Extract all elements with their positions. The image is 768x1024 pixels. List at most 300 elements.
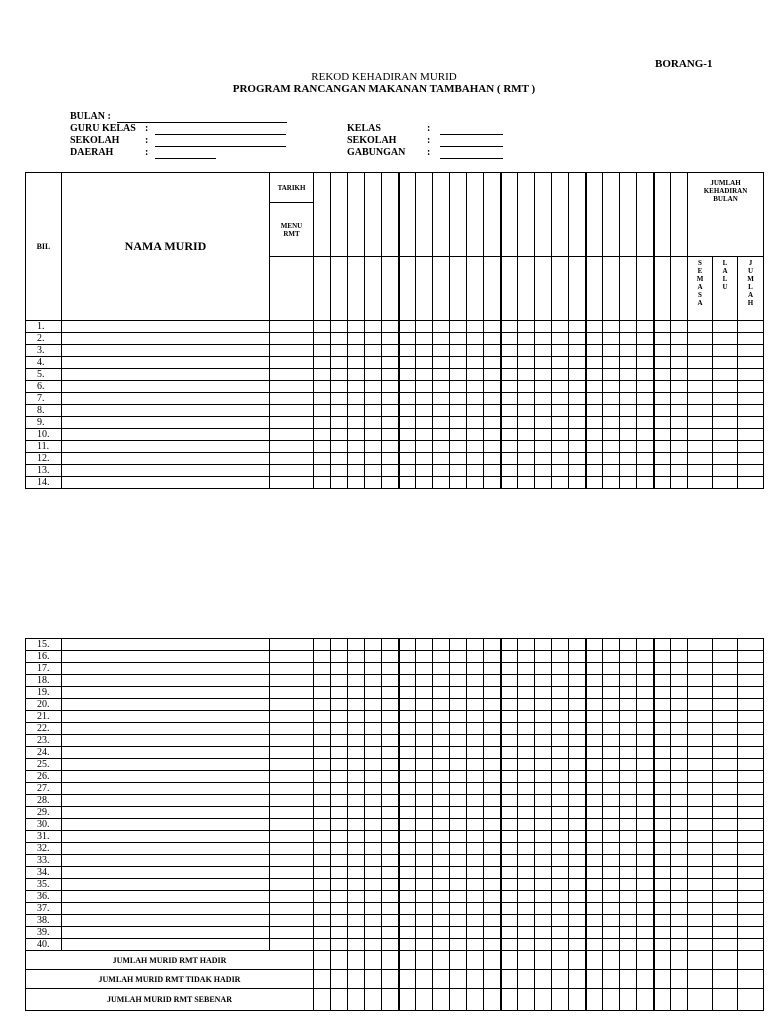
grid-cell[interactable] bbox=[713, 441, 738, 453]
grid-cell[interactable] bbox=[348, 867, 365, 879]
menu-cell[interactable] bbox=[270, 369, 314, 381]
grid-cell[interactable] bbox=[331, 465, 348, 477]
grid-cell[interactable] bbox=[586, 807, 603, 819]
name-cell[interactable] bbox=[62, 357, 270, 369]
grid-cell[interactable] bbox=[603, 429, 620, 441]
grid-cell[interactable] bbox=[416, 687, 433, 699]
grid-cell[interactable] bbox=[416, 663, 433, 675]
grid-cell[interactable] bbox=[688, 723, 713, 735]
grid-cell[interactable] bbox=[738, 477, 764, 489]
grid-cell[interactable] bbox=[331, 321, 348, 333]
grid-cell[interactable] bbox=[738, 915, 764, 927]
grid-cell[interactable] bbox=[637, 970, 654, 989]
menu-cell[interactable] bbox=[270, 429, 314, 441]
grid-cell[interactable] bbox=[314, 441, 331, 453]
grid-cell[interactable] bbox=[637, 417, 654, 429]
grid-cell[interactable] bbox=[518, 663, 535, 675]
grid-cell[interactable] bbox=[433, 345, 450, 357]
grid-cell[interactable] bbox=[416, 783, 433, 795]
grid-cell[interactable] bbox=[569, 831, 586, 843]
grid-cell[interactable] bbox=[348, 747, 365, 759]
name-cell[interactable] bbox=[62, 417, 270, 429]
grid-cell[interactable] bbox=[348, 915, 365, 927]
name-cell[interactable] bbox=[62, 879, 270, 891]
grid-cell[interactable] bbox=[569, 639, 586, 651]
grid-cell[interactable] bbox=[382, 333, 399, 345]
grid-cell[interactable] bbox=[314, 747, 331, 759]
grid-cell[interactable] bbox=[348, 465, 365, 477]
grid-cell[interactable] bbox=[399, 970, 416, 989]
grid-cell[interactable] bbox=[382, 417, 399, 429]
grid-cell[interactable] bbox=[688, 783, 713, 795]
grid-cell[interactable] bbox=[713, 867, 738, 879]
grid-cell[interactable] bbox=[314, 879, 331, 891]
date-cell[interactable] bbox=[433, 173, 450, 257]
grid-cell[interactable] bbox=[569, 795, 586, 807]
grid-cell[interactable] bbox=[586, 405, 603, 417]
grid-cell[interactable] bbox=[331, 795, 348, 807]
grid-cell[interactable] bbox=[348, 333, 365, 345]
grid-cell[interactable] bbox=[365, 807, 382, 819]
grid-cell[interactable] bbox=[552, 711, 569, 723]
grid-cell[interactable] bbox=[586, 759, 603, 771]
menu-cell[interactable] bbox=[270, 711, 314, 723]
name-cell[interactable] bbox=[62, 687, 270, 699]
grid-cell[interactable] bbox=[450, 771, 467, 783]
grid-cell[interactable] bbox=[586, 453, 603, 465]
grid-cell[interactable] bbox=[713, 831, 738, 843]
grid-cell[interactable] bbox=[433, 405, 450, 417]
name-cell[interactable] bbox=[62, 867, 270, 879]
grid-cell[interactable] bbox=[569, 453, 586, 465]
grid-cell[interactable] bbox=[467, 831, 484, 843]
grid-cell[interactable] bbox=[365, 381, 382, 393]
grid-cell[interactable] bbox=[713, 711, 738, 723]
grid-cell[interactable] bbox=[501, 417, 518, 429]
grid-cell[interactable] bbox=[314, 771, 331, 783]
grid-cell[interactable] bbox=[671, 429, 688, 441]
grid-cell[interactable] bbox=[365, 855, 382, 867]
grid-cell[interactable] bbox=[569, 687, 586, 699]
grid-cell[interactable] bbox=[738, 819, 764, 831]
grid-cell[interactable] bbox=[467, 663, 484, 675]
grid-cell[interactable] bbox=[501, 867, 518, 879]
grid-cell[interactable] bbox=[586, 951, 603, 970]
grid-cell[interactable] bbox=[518, 321, 535, 333]
grid-cell[interactable] bbox=[603, 831, 620, 843]
grid-cell[interactable] bbox=[620, 405, 637, 417]
grid-cell[interactable] bbox=[467, 771, 484, 783]
grid-cell[interactable] bbox=[450, 405, 467, 417]
grid-cell[interactable] bbox=[365, 970, 382, 989]
grid-cell[interactable] bbox=[603, 747, 620, 759]
grid-cell[interactable] bbox=[501, 747, 518, 759]
grid-cell[interactable] bbox=[654, 879, 671, 891]
grid-cell[interactable] bbox=[450, 393, 467, 405]
grid-cell[interactable] bbox=[603, 477, 620, 489]
grid-cell[interactable] bbox=[416, 429, 433, 441]
grid-cell[interactable] bbox=[713, 951, 738, 970]
grid-cell[interactable] bbox=[654, 453, 671, 465]
grid-cell[interactable] bbox=[365, 429, 382, 441]
grid-cell[interactable] bbox=[382, 970, 399, 989]
grid-cell[interactable] bbox=[331, 477, 348, 489]
grid-cell[interactable] bbox=[586, 723, 603, 735]
grid-cell[interactable] bbox=[552, 970, 569, 989]
grid-cell[interactable] bbox=[654, 819, 671, 831]
grid-cell[interactable] bbox=[586, 663, 603, 675]
grid-cell[interactable] bbox=[467, 333, 484, 345]
date-cell[interactable] bbox=[586, 257, 603, 321]
grid-cell[interactable] bbox=[314, 369, 331, 381]
grid-cell[interactable] bbox=[738, 723, 764, 735]
grid-cell[interactable] bbox=[713, 879, 738, 891]
name-cell[interactable] bbox=[62, 891, 270, 903]
grid-cell[interactable] bbox=[382, 855, 399, 867]
grid-cell[interactable] bbox=[603, 651, 620, 663]
grid-cell[interactable] bbox=[484, 333, 501, 345]
grid-cell[interactable] bbox=[365, 345, 382, 357]
grid-cell[interactable] bbox=[671, 675, 688, 687]
grid-cell[interactable] bbox=[603, 795, 620, 807]
grid-cell[interactable] bbox=[365, 477, 382, 489]
grid-cell[interactable] bbox=[382, 735, 399, 747]
grid-cell[interactable] bbox=[484, 441, 501, 453]
grid-cell[interactable] bbox=[688, 321, 713, 333]
grid-cell[interactable] bbox=[603, 970, 620, 989]
grid-cell[interactable] bbox=[314, 795, 331, 807]
grid-cell[interactable] bbox=[713, 759, 738, 771]
grid-cell[interactable] bbox=[637, 699, 654, 711]
grid-cell[interactable] bbox=[501, 651, 518, 663]
grid-cell[interactable] bbox=[314, 759, 331, 771]
grid-cell[interactable] bbox=[535, 771, 552, 783]
grid-cell[interactable] bbox=[331, 711, 348, 723]
menu-cell[interactable] bbox=[270, 345, 314, 357]
grid-cell[interactable] bbox=[331, 369, 348, 381]
grid-cell[interactable] bbox=[620, 819, 637, 831]
grid-cell[interactable] bbox=[637, 393, 654, 405]
grid-cell[interactable] bbox=[654, 723, 671, 735]
grid-cell[interactable] bbox=[654, 951, 671, 970]
grid-cell[interactable] bbox=[738, 759, 764, 771]
grid-cell[interactable] bbox=[637, 723, 654, 735]
grid-cell[interactable] bbox=[518, 453, 535, 465]
grid-cell[interactable] bbox=[331, 651, 348, 663]
grid-cell[interactable] bbox=[501, 723, 518, 735]
grid-cell[interactable] bbox=[603, 927, 620, 939]
menu-cell[interactable] bbox=[270, 639, 314, 651]
grid-cell[interactable] bbox=[552, 381, 569, 393]
grid-cell[interactable] bbox=[535, 453, 552, 465]
grid-cell[interactable] bbox=[399, 759, 416, 771]
grid-cell[interactable] bbox=[433, 855, 450, 867]
grid-cell[interactable] bbox=[484, 453, 501, 465]
grid-cell[interactable] bbox=[637, 429, 654, 441]
grid-cell[interactable] bbox=[637, 651, 654, 663]
grid-cell[interactable] bbox=[416, 639, 433, 651]
grid-cell[interactable] bbox=[416, 465, 433, 477]
grid-cell[interactable] bbox=[713, 663, 738, 675]
grid-cell[interactable] bbox=[484, 783, 501, 795]
grid-cell[interactable] bbox=[569, 405, 586, 417]
grid-cell[interactable] bbox=[637, 783, 654, 795]
grid-cell[interactable] bbox=[535, 843, 552, 855]
grid-cell[interactable] bbox=[654, 970, 671, 989]
date-cell[interactable] bbox=[620, 173, 637, 257]
grid-cell[interactable] bbox=[501, 687, 518, 699]
grid-cell[interactable] bbox=[671, 651, 688, 663]
grid-cell[interactable] bbox=[416, 970, 433, 989]
grid-cell[interactable] bbox=[484, 723, 501, 735]
grid-cell[interactable] bbox=[433, 651, 450, 663]
grid-cell[interactable] bbox=[501, 711, 518, 723]
grid-cell[interactable] bbox=[348, 759, 365, 771]
grid-cell[interactable] bbox=[569, 867, 586, 879]
grid-cell[interactable] bbox=[586, 771, 603, 783]
grid-cell[interactable] bbox=[637, 915, 654, 927]
grid-cell[interactable] bbox=[620, 441, 637, 453]
grid-cell[interactable] bbox=[586, 441, 603, 453]
grid-cell[interactable] bbox=[518, 333, 535, 345]
grid-cell[interactable] bbox=[501, 465, 518, 477]
menu-cell[interactable] bbox=[270, 699, 314, 711]
grid-cell[interactable] bbox=[586, 735, 603, 747]
grid-cell[interactable] bbox=[382, 639, 399, 651]
grid-cell[interactable] bbox=[713, 795, 738, 807]
grid-cell[interactable] bbox=[382, 651, 399, 663]
grid-cell[interactable] bbox=[365, 843, 382, 855]
grid-cell[interactable] bbox=[518, 687, 535, 699]
grid-cell[interactable] bbox=[314, 735, 331, 747]
date-cell[interactable] bbox=[654, 173, 671, 257]
grid-cell[interactable] bbox=[620, 381, 637, 393]
grid-cell[interactable] bbox=[467, 711, 484, 723]
grid-cell[interactable] bbox=[382, 989, 399, 1011]
menu-cell[interactable] bbox=[270, 819, 314, 831]
grid-cell[interactable] bbox=[569, 915, 586, 927]
grid-cell[interactable] bbox=[586, 687, 603, 699]
grid-cell[interactable] bbox=[314, 951, 331, 970]
grid-cell[interactable] bbox=[688, 903, 713, 915]
grid-cell[interactable] bbox=[603, 357, 620, 369]
date-cell[interactable] bbox=[331, 257, 348, 321]
grid-cell[interactable] bbox=[569, 879, 586, 891]
grid-cell[interactable] bbox=[331, 357, 348, 369]
grid-cell[interactable] bbox=[569, 321, 586, 333]
grid-cell[interactable] bbox=[535, 735, 552, 747]
grid-cell[interactable] bbox=[654, 393, 671, 405]
grid-cell[interactable] bbox=[713, 771, 738, 783]
grid-cell[interactable] bbox=[535, 915, 552, 927]
grid-cell[interactable] bbox=[713, 369, 738, 381]
grid-cell[interactable] bbox=[382, 723, 399, 735]
name-cell[interactable] bbox=[62, 711, 270, 723]
grid-cell[interactable] bbox=[348, 369, 365, 381]
grid-cell[interactable] bbox=[671, 939, 688, 951]
grid-cell[interactable] bbox=[713, 735, 738, 747]
grid-cell[interactable] bbox=[713, 699, 738, 711]
grid-cell[interactable] bbox=[331, 429, 348, 441]
grid-cell[interactable] bbox=[382, 345, 399, 357]
grid-cell[interactable] bbox=[416, 699, 433, 711]
grid-cell[interactable] bbox=[688, 759, 713, 771]
grid-cell[interactable] bbox=[654, 477, 671, 489]
grid-cell[interactable] bbox=[484, 970, 501, 989]
grid-cell[interactable] bbox=[331, 927, 348, 939]
grid-cell[interactable] bbox=[348, 735, 365, 747]
grid-cell[interactable] bbox=[331, 970, 348, 989]
grid-cell[interactable] bbox=[484, 989, 501, 1011]
grid-cell[interactable] bbox=[416, 369, 433, 381]
grid-cell[interactable] bbox=[399, 687, 416, 699]
name-cell[interactable] bbox=[62, 915, 270, 927]
grid-cell[interactable] bbox=[586, 711, 603, 723]
grid-cell[interactable] bbox=[688, 795, 713, 807]
grid-cell[interactable] bbox=[467, 747, 484, 759]
grid-cell[interactable] bbox=[713, 405, 738, 417]
grid-cell[interactable] bbox=[637, 903, 654, 915]
grid-cell[interactable] bbox=[331, 939, 348, 951]
grid-cell[interactable] bbox=[535, 381, 552, 393]
grid-cell[interactable] bbox=[365, 819, 382, 831]
name-cell[interactable] bbox=[62, 831, 270, 843]
grid-cell[interactable] bbox=[586, 879, 603, 891]
grid-cell[interactable] bbox=[416, 381, 433, 393]
grid-cell[interactable] bbox=[382, 915, 399, 927]
grid-cell[interactable] bbox=[501, 333, 518, 345]
grid-cell[interactable] bbox=[688, 687, 713, 699]
grid-cell[interactable] bbox=[738, 453, 764, 465]
grid-cell[interactable] bbox=[671, 639, 688, 651]
name-cell[interactable] bbox=[62, 675, 270, 687]
grid-cell[interactable] bbox=[467, 843, 484, 855]
menu-cell[interactable] bbox=[270, 771, 314, 783]
grid-cell[interactable] bbox=[586, 357, 603, 369]
grid-cell[interactable] bbox=[467, 417, 484, 429]
grid-cell[interactable] bbox=[552, 951, 569, 970]
grid-cell[interactable] bbox=[654, 771, 671, 783]
grid-cell[interactable] bbox=[671, 381, 688, 393]
grid-cell[interactable] bbox=[552, 915, 569, 927]
grid-cell[interactable] bbox=[433, 879, 450, 891]
grid-cell[interactable] bbox=[738, 855, 764, 867]
grid-cell[interactable] bbox=[688, 831, 713, 843]
grid-cell[interactable] bbox=[501, 663, 518, 675]
grid-cell[interactable] bbox=[399, 831, 416, 843]
grid-cell[interactable] bbox=[738, 807, 764, 819]
grid-cell[interactable] bbox=[688, 405, 713, 417]
grid-cell[interactable] bbox=[365, 405, 382, 417]
grid-cell[interactable] bbox=[620, 989, 637, 1011]
grid-cell[interactable] bbox=[433, 939, 450, 951]
grid-cell[interactable] bbox=[501, 855, 518, 867]
grid-cell[interactable] bbox=[348, 393, 365, 405]
grid-cell[interactable] bbox=[637, 687, 654, 699]
grid-cell[interactable] bbox=[314, 807, 331, 819]
grid-cell[interactable] bbox=[348, 699, 365, 711]
grid-cell[interactable] bbox=[501, 771, 518, 783]
grid-cell[interactable] bbox=[603, 939, 620, 951]
grid-cell[interactable] bbox=[620, 675, 637, 687]
grid-cell[interactable] bbox=[738, 441, 764, 453]
grid-cell[interactable] bbox=[484, 747, 501, 759]
grid-cell[interactable] bbox=[569, 783, 586, 795]
grid-cell[interactable] bbox=[484, 915, 501, 927]
grid-cell[interactable] bbox=[348, 417, 365, 429]
grid-cell[interactable] bbox=[314, 417, 331, 429]
grid-cell[interactable] bbox=[348, 795, 365, 807]
grid-cell[interactable] bbox=[365, 989, 382, 1011]
grid-cell[interactable] bbox=[518, 795, 535, 807]
grid-cell[interactable] bbox=[671, 989, 688, 1011]
grid-cell[interactable] bbox=[620, 759, 637, 771]
grid-cell[interactable] bbox=[671, 795, 688, 807]
grid-cell[interactable] bbox=[433, 393, 450, 405]
grid-cell[interactable] bbox=[586, 333, 603, 345]
grid-cell[interactable] bbox=[713, 855, 738, 867]
grid-cell[interactable] bbox=[569, 903, 586, 915]
grid-cell[interactable] bbox=[738, 675, 764, 687]
grid-cell[interactable] bbox=[467, 651, 484, 663]
grid-cell[interactable] bbox=[331, 441, 348, 453]
grid-cell[interactable] bbox=[535, 795, 552, 807]
grid-cell[interactable] bbox=[586, 651, 603, 663]
grid-cell[interactable] bbox=[501, 381, 518, 393]
grid-cell[interactable] bbox=[654, 915, 671, 927]
grid-cell[interactable] bbox=[552, 651, 569, 663]
grid-cell[interactable] bbox=[637, 939, 654, 951]
grid-cell[interactable] bbox=[654, 381, 671, 393]
grid-cell[interactable] bbox=[433, 687, 450, 699]
grid-cell[interactable] bbox=[416, 405, 433, 417]
grid-cell[interactable] bbox=[552, 429, 569, 441]
grid-cell[interactable] bbox=[603, 321, 620, 333]
grid-cell[interactable] bbox=[399, 393, 416, 405]
grid-cell[interactable] bbox=[603, 951, 620, 970]
grid-cell[interactable] bbox=[416, 477, 433, 489]
grid-cell[interactable] bbox=[637, 321, 654, 333]
grid-cell[interactable] bbox=[382, 477, 399, 489]
grid-cell[interactable] bbox=[382, 951, 399, 970]
date-cell[interactable] bbox=[501, 257, 518, 321]
grid-cell[interactable] bbox=[535, 939, 552, 951]
grid-cell[interactable] bbox=[569, 819, 586, 831]
grid-cell[interactable] bbox=[416, 321, 433, 333]
grid-cell[interactable] bbox=[620, 747, 637, 759]
grid-cell[interactable] bbox=[348, 345, 365, 357]
grid-cell[interactable] bbox=[399, 747, 416, 759]
grid-cell[interactable] bbox=[620, 855, 637, 867]
grid-cell[interactable] bbox=[399, 807, 416, 819]
grid-cell[interactable] bbox=[433, 417, 450, 429]
grid-cell[interactable] bbox=[552, 989, 569, 1011]
grid-cell[interactable] bbox=[552, 393, 569, 405]
grid-cell[interactable] bbox=[331, 333, 348, 345]
grid-cell[interactable] bbox=[535, 891, 552, 903]
grid-cell[interactable] bbox=[467, 429, 484, 441]
grid-cell[interactable] bbox=[671, 441, 688, 453]
grid-cell[interactable] bbox=[331, 879, 348, 891]
grid-cell[interactable] bbox=[713, 783, 738, 795]
grid-cell[interactable] bbox=[518, 405, 535, 417]
grid-cell[interactable] bbox=[535, 723, 552, 735]
grid-cell[interactable] bbox=[569, 843, 586, 855]
grid-cell[interactable] bbox=[603, 381, 620, 393]
grid-cell[interactable] bbox=[382, 357, 399, 369]
grid-cell[interactable] bbox=[450, 989, 467, 1011]
grid-cell[interactable] bbox=[348, 429, 365, 441]
